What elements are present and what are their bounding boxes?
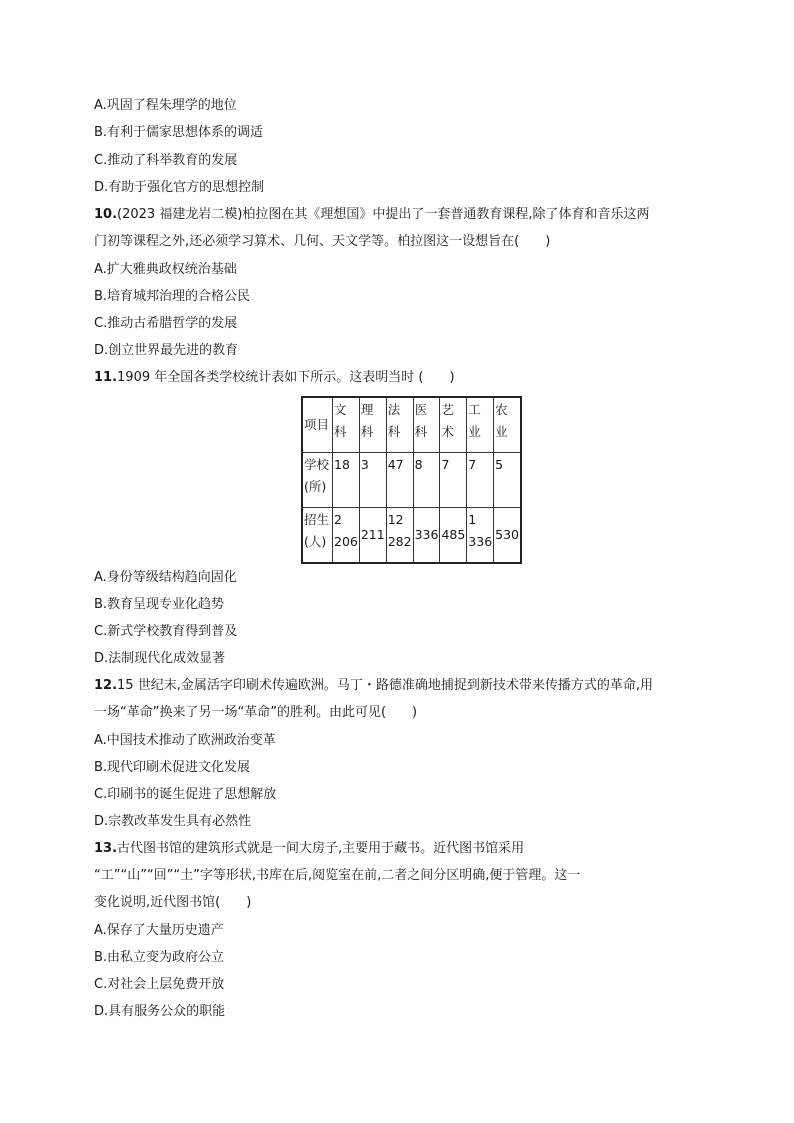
q12-number: 12. <box>94 678 118 693</box>
school-statistics-table <box>301 396 522 564</box>
q13-option-c: C.对社会上层免费开放 <box>94 977 225 992</box>
q10-option-c: C.推动古希腊哲学的发展 <box>94 316 238 331</box>
q11-option-b: B.教育呈现专业化趋势 <box>94 597 225 612</box>
table-header-cell: 文科 <box>333 397 360 453</box>
q12-option-b: B.现代印刷术促进文化发展 <box>94 760 251 775</box>
table-header-cell: 医科 <box>413 397 440 453</box>
q13-option-d: D.具有服务公众的职能 <box>94 1004 226 1019</box>
q10-option-d: D.创立世界最先进的教育 <box>94 343 239 358</box>
table-cell: 2 206 <box>333 508 360 564</box>
q11-option-a: A.身份等级结构趋向固化 <box>94 570 237 585</box>
q13-text: 古代图书馆的建筑形式就是一间大房子,主要用于藏书。近代图书馆采用 <box>117 841 525 856</box>
table-cell: 485 <box>440 508 467 564</box>
q10-number: 10. <box>94 207 118 222</box>
table-header-row <box>302 397 521 453</box>
q10-option-a: A.扩大雅典政权统治基础 <box>94 262 237 277</box>
q13-stem-line2: “工”“山”“回”“土”字等形状,书库在后,阅览室在前,二者之间分区明确,便于管理。这一 <box>94 868 581 883</box>
table-cell: 3 <box>359 453 386 508</box>
q13-option-b: B.由私立变为政府公立 <box>94 950 225 965</box>
q11-stem <box>94 368 455 388</box>
table-cell: 12 282 <box>386 508 413 564</box>
q13-option-a: A.保存了大量历史遗产 <box>94 923 224 938</box>
q9-option-a: A.巩固了程朱理学的地位 <box>94 98 237 113</box>
q12-option-c: C.印刷书的诞生促进了思想解放 <box>94 787 277 802</box>
q12-option-d: D.宗教改革发生具有必然性 <box>94 814 252 829</box>
q9-option-d: D.有助于强化官方的思想控制 <box>94 180 265 195</box>
q13-stem-line1 <box>94 839 524 859</box>
q9-option-b: B.有利于儒家思想体系的调适 <box>94 125 264 140</box>
table-cell: 211 <box>359 508 386 564</box>
q10-stem-line1 <box>94 205 650 225</box>
q12-stem-line1 <box>94 676 653 696</box>
table-row-label: 招生(人) <box>302 508 333 564</box>
table-row-label: 学校(所) <box>302 453 333 508</box>
table-header-cell: 工业 <box>467 397 494 453</box>
table-cell: 47 <box>386 453 413 508</box>
table-cell: 530 <box>494 508 521 564</box>
q12-option-a: A.中国技术推动了欧洲政治变革 <box>94 733 276 748</box>
q10-text: (2023 福建龙岩二模)柏拉图在其《理想国》中提出了一套普通教育课程,除了体育和音乐这两 <box>117 207 650 222</box>
table-cell: 7 <box>467 453 494 508</box>
table-header-cell: 农业 <box>494 397 521 453</box>
table-cell: 336 <box>413 508 440 564</box>
table-cell: 5 <box>494 453 521 508</box>
table-row <box>302 508 521 564</box>
table-header-label: 项目 <box>302 397 333 453</box>
table-cell: 1 336 <box>467 508 494 564</box>
q10-stem-line2: 门初等课程之外,还必须学习算术、几何、天文学等。柏拉图这一设想旨在( ) <box>94 234 551 249</box>
q9-option-c: C.推动了科举教育的发展 <box>94 153 238 168</box>
table-header-cell: 理科 <box>359 397 386 453</box>
table-cell: 7 <box>440 453 467 508</box>
q11-option-c: C.新式学校教育得到普及 <box>94 624 238 639</box>
table-cell: 18 <box>333 453 360 508</box>
table-header-cell: 法科 <box>386 397 413 453</box>
q11-option-d: D.法制现代化成效显著 <box>94 651 226 666</box>
q13-number: 13. <box>94 841 118 856</box>
q11-text: 1909 年全国各类学校统计表如下所示。这表明当时 ( ) <box>117 370 455 385</box>
table-header-cell: 艺术 <box>440 397 467 453</box>
q10-option-b: B.培育城邦治理的合格公民 <box>94 289 251 304</box>
q12-stem-line2: 一场“革命”换来了另一场“革命”的胜利。由此可见( ) <box>94 705 418 720</box>
q13-stem-line3: 变化说明,近代图书馆( ) <box>94 895 252 910</box>
q11-number: 11. <box>94 370 118 385</box>
q12-text: 15 世纪末,金属活字印刷术传遍欧洲。马丁・路德准确地捕捉到新技术带来传播方式的革命,用 <box>117 678 653 693</box>
table-cell: 8 <box>413 453 440 508</box>
table-row <box>302 453 521 508</box>
